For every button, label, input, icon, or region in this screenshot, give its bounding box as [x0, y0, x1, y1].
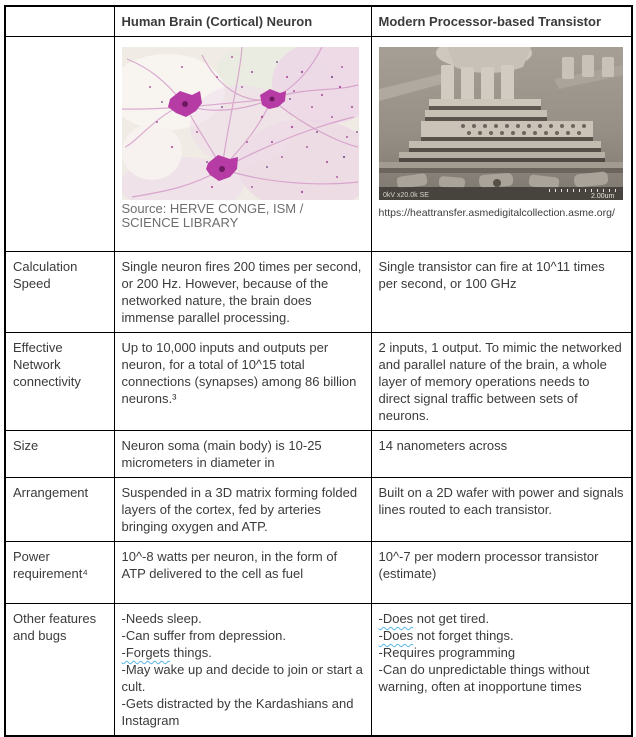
row-label-arrangement: Arrangement: [5, 478, 114, 542]
brain-media-cell: [114, 37, 371, 252]
transistor-image-frame: [379, 47, 625, 200]
feature-line: [122, 627, 364, 644]
header-transistor: Modern Processor-based Transistor: [371, 6, 632, 37]
table-row-arrangement: [5, 478, 632, 542]
transistor-power-requirement: 10^-7 per modern processor transistor (estimate): [371, 542, 632, 604]
table-row-size: [5, 431, 632, 478]
brain-other-features: [114, 604, 371, 737]
row-label-size: Size: [5, 431, 114, 478]
sem-settings-label: 0kV x20.0k SE: [382, 192, 429, 199]
brain-image-caption: Source: HERVE CONGE, ISM / SCIENCE LIBRARY: [121, 201, 304, 230]
feature-line: [379, 661, 625, 695]
transistor-sem-image: [379, 47, 623, 200]
feature-text: -Requires programming: [378, 645, 516, 660]
feature-text: -May wake up and decide to join or start a cult.: [121, 662, 363, 694]
header-spec-cell: [5, 6, 114, 37]
header-brain: Human Brain (Cortical) Neuron: [114, 6, 371, 37]
transistor-media-cell: [371, 37, 632, 252]
feature-line: [122, 644, 364, 661]
transistor-size: 14 nanometers across: [371, 431, 632, 478]
row-label-network-connectivity: Effective Network connectivity: [5, 333, 114, 431]
transistor-arrangement: Built on a 2D wafer with power and signals lines routed to each transistor.: [371, 478, 632, 542]
feature-wavy-text: -Does: [378, 628, 414, 643]
media-spec-cell: [5, 37, 114, 252]
feature-text: -Needs sleep.: [121, 611, 202, 626]
transistor-calculation-speed: Single transistor can fire at 10^11 times per second, or 100 GHz: [371, 252, 632, 333]
feature-line: [379, 610, 625, 627]
brain-power-requirement: 10^-8 watts per neuron, in the form of ATP delivered to the cell as fuel: [114, 542, 371, 604]
feature-line: [122, 610, 364, 627]
row-label-other-features: Other features and bugs: [5, 604, 114, 737]
table-row-calculation-speed: [5, 252, 632, 333]
brain-arrangement: Suspended in a 3D matrix forming folded layers of the cortex, fed by arteries bringing oxygen and ATP.: [114, 478, 371, 542]
feature-text: not forget things.: [413, 628, 514, 643]
header-row: [5, 6, 632, 37]
feature-line: [122, 661, 364, 695]
brain-network-connectivity: Up to 10,000 inputs and outputs per neuron, for a total of 10^15 total connections (synapses) among 86 billion neurons.³: [114, 333, 371, 431]
table-row-power-requirement: [5, 542, 632, 604]
comparison-table: [4, 5, 633, 737]
brain-image-frame: [122, 47, 364, 200]
feature-text: things.: [169, 645, 212, 660]
sem-scale-label: 2.00um: [590, 193, 614, 200]
table-row-other-features: [5, 604, 632, 737]
feature-line: [379, 627, 625, 644]
feature-line: [122, 695, 364, 729]
feature-text: not get tired.: [413, 611, 490, 626]
transistor-network-connectivity: 2 inputs, 1 output. To mimic the networked and parallel nature of the brain, a whole layer of memory operations needs to direct signal traffic between sets of neurons.: [371, 333, 632, 431]
feature-text: -Can suffer from depression.: [121, 628, 286, 643]
table-row-network-connectivity: [5, 333, 632, 431]
transistor-image-caption: https://heattransfer.asmedigitalcollection.asme.org/: [378, 207, 615, 219]
feature-text: -Gets distracted by the Kardashians and Instagram: [121, 696, 354, 728]
feature-wavy-text: -Does: [378, 611, 414, 626]
brain-calculation-speed: Single neuron fires 200 times per second, or 200 Hz. However, because of the networked nature, the brain does immense parallel processing.: [114, 252, 371, 333]
row-label-power-requirement: Power requirement⁴: [5, 542, 114, 604]
neuron-micrograph-image: [122, 47, 359, 200]
media-row: [5, 37, 632, 252]
transistor-other-features: [371, 604, 632, 737]
row-label-calculation-speed: Calculation Speed: [5, 252, 114, 333]
feature-text: -Can do unpredictable things without warning, often at inopportune times: [378, 662, 590, 694]
feature-wavy-text: -Forgets: [121, 645, 170, 660]
brain-size: Neuron soma (main body) is 10-25 micrometers in diameter in: [114, 431, 371, 478]
feature-line: [379, 644, 625, 661]
